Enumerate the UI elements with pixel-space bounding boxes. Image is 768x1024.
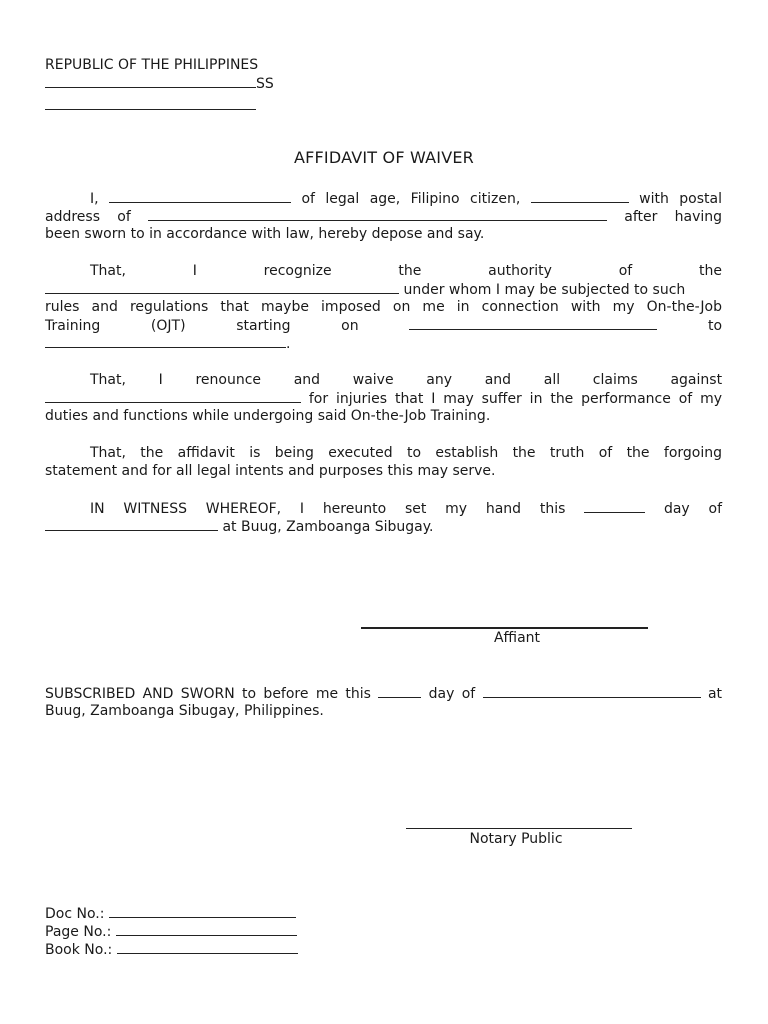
text: (OJT) xyxy=(150,318,186,334)
para5-line1 xyxy=(45,499,722,518)
affiant-label: Affiant xyxy=(493,630,541,646)
text: That, xyxy=(90,263,126,279)
jurat-line1 xyxy=(45,684,722,703)
venue-blank[interactable] xyxy=(45,74,256,88)
text: starting xyxy=(236,318,291,334)
page-no-row xyxy=(45,922,297,941)
para2-line4 xyxy=(45,316,722,335)
text: Training xyxy=(45,318,101,334)
para2-line5 xyxy=(45,334,290,353)
page-no-blank[interactable] xyxy=(116,922,297,936)
text: and xyxy=(484,372,512,388)
text: I xyxy=(299,501,305,517)
text: under whom I may be subjected to such xyxy=(403,282,686,298)
text: after xyxy=(624,209,658,225)
text: of xyxy=(117,209,131,225)
start-date-blank[interactable] xyxy=(409,316,657,330)
text: this xyxy=(539,501,566,517)
text: WHEREOF, xyxy=(205,501,282,517)
venue-line xyxy=(45,74,274,93)
status-blank[interactable] xyxy=(531,189,629,203)
text: against xyxy=(670,372,723,388)
text: all xyxy=(543,372,561,388)
book-no-blank[interactable] xyxy=(117,940,298,954)
text: authority xyxy=(488,263,552,279)
text: I xyxy=(158,372,163,388)
para1-line2 xyxy=(45,207,722,226)
text: WITNESS xyxy=(123,501,188,517)
text: I, xyxy=(90,191,99,207)
month-year-blank[interactable] xyxy=(45,517,218,531)
text: with postal xyxy=(639,191,722,207)
text: . xyxy=(286,336,291,352)
text: for injuries that I may suffer in the performance of my xyxy=(308,391,722,407)
para3-line2 xyxy=(45,389,722,408)
text: That, xyxy=(90,372,126,388)
para5-line2 xyxy=(45,517,433,536)
text: and xyxy=(293,372,321,388)
book-no-label: Book No.: xyxy=(45,942,113,958)
ss-label: SS xyxy=(256,76,274,92)
end-date-blank[interactable] xyxy=(45,334,286,348)
text: renounce xyxy=(195,372,262,388)
text: waive xyxy=(352,372,394,388)
doc-no-blank[interactable] xyxy=(109,904,296,918)
para2-line3: rules and regulations that maybe imposed on me in connection with my On-the-Job xyxy=(45,299,722,315)
doc-no-row xyxy=(45,904,296,923)
text: hereunto xyxy=(322,501,387,517)
notary-label: Notary Public xyxy=(469,831,563,847)
para4-line1 xyxy=(45,444,722,462)
text: I xyxy=(192,263,197,279)
text: the xyxy=(398,263,422,279)
book-no-row xyxy=(45,940,298,959)
text: claims xyxy=(592,372,638,388)
para4-line2: statement and for all legal intents and purposes this may serve. xyxy=(45,463,496,479)
day-blank[interactable] xyxy=(584,499,645,513)
para2-line2 xyxy=(45,280,685,299)
text: any xyxy=(426,372,453,388)
para3-line1 xyxy=(45,371,722,389)
authority-blank[interactable] xyxy=(45,280,399,294)
text: recognize xyxy=(263,263,332,279)
name-blank[interactable] xyxy=(109,189,291,203)
text: the xyxy=(699,263,722,279)
text: hand xyxy=(485,501,522,517)
text: of xyxy=(618,263,633,279)
text: my xyxy=(445,501,468,517)
page-no-label: Page No.: xyxy=(45,924,112,940)
doc-no-label: Doc No.: xyxy=(45,906,105,922)
text: at Buug, Zamboanga Sibugay. xyxy=(222,519,434,535)
text: day of xyxy=(428,686,476,702)
jurat-date-blank[interactable] xyxy=(483,684,701,698)
text: day xyxy=(663,501,690,517)
para2-line1 xyxy=(45,262,722,280)
address-blank[interactable] xyxy=(148,207,607,221)
text: to xyxy=(707,318,723,334)
text: at xyxy=(707,686,723,702)
republic-label: REPUBLIC OF THE PHILIPPINES xyxy=(45,57,259,73)
document-title: AFFIDAVIT OF WAIVER xyxy=(293,148,475,167)
jurat-line2: Buug, Zamboanga Sibugay, Philippines. xyxy=(45,703,324,719)
text: SUBSCRIBED AND SWORN to before me this xyxy=(45,686,371,702)
jurat-day-blank[interactable] xyxy=(378,684,421,698)
text: on xyxy=(341,318,359,334)
text: of legal age, Filipino citizen, xyxy=(301,191,521,207)
para1-line1 xyxy=(45,189,722,208)
text: set xyxy=(404,501,427,517)
text: having xyxy=(674,209,723,225)
para3-line3: duties and functions while undergoing said On-the-Job Training. xyxy=(45,408,491,424)
text: That, the affidavit is being executed to establish the truth of the forgoing xyxy=(90,445,722,461)
claims-blank[interactable] xyxy=(45,389,301,403)
text: of xyxy=(708,501,723,517)
notary-signature-line[interactable] xyxy=(406,828,632,829)
para1-line3: been sworn to in accordance with law, hereby depose and say. xyxy=(45,226,485,242)
text: address xyxy=(45,209,101,225)
venue-blank-2[interactable] xyxy=(45,109,256,110)
text: IN xyxy=(90,501,105,517)
